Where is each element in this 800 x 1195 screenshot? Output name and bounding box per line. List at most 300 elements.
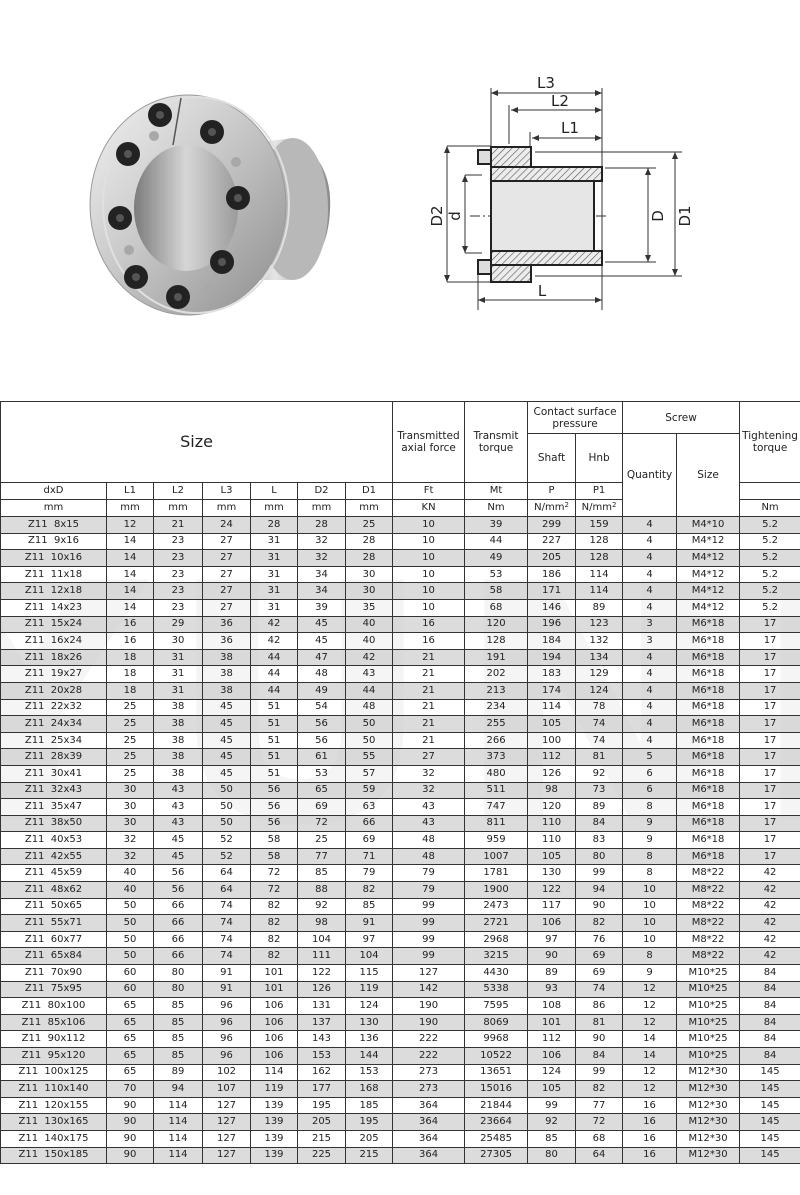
cell-model: Z11 70x90 — [1, 965, 107, 982]
cell-l1: 65 — [107, 1014, 154, 1031]
cell-screw-size: M6*18 — [677, 832, 740, 849]
cell-screw-size: M12*30 — [677, 1130, 740, 1147]
label-D2: D2 — [428, 205, 446, 227]
cell-p: 110 — [528, 815, 576, 832]
cell-tightening-torque: 145 — [740, 1130, 800, 1147]
cell-p: 80 — [528, 1147, 576, 1164]
cell-quantity: 16 — [623, 1114, 677, 1131]
cell-l: 106 — [251, 998, 298, 1015]
cell-tightening-torque: 42 — [740, 865, 800, 882]
cell-quantity: 4 — [623, 566, 677, 583]
cell-d2: 122 — [298, 965, 346, 982]
cell-ft: 21 — [393, 732, 465, 749]
cell-model: Z11 42x55 — [1, 848, 107, 865]
cell-l2: 114 — [154, 1114, 203, 1131]
cell-p1: 82 — [576, 915, 623, 932]
cell-tightening-torque: 17 — [740, 699, 800, 716]
cell-p: 85 — [528, 1130, 576, 1147]
cell-l3: 24 — [203, 517, 251, 534]
cell-mt: 13651 — [465, 1064, 528, 1081]
table-row — [1, 1064, 800, 1081]
cell-l2: 23 — [154, 599, 203, 616]
cell-p: 122 — [528, 882, 576, 899]
table-row — [1, 965, 800, 982]
cell-ft: 32 — [393, 782, 465, 799]
table-row — [1, 633, 800, 650]
table-row — [1, 948, 800, 965]
cell-quantity: 4 — [623, 682, 677, 699]
cell-p1: 123 — [576, 616, 623, 633]
cell-l: 139 — [251, 1097, 298, 1114]
cell-ft: 43 — [393, 815, 465, 832]
cell-p: 117 — [528, 898, 576, 915]
cell-p1: 99 — [576, 1064, 623, 1081]
cell-quantity: 10 — [623, 931, 677, 948]
cell-tightening-torque: 5.2 — [740, 599, 800, 616]
cell-model: Z11 80x100 — [1, 998, 107, 1015]
product-hero — [0, 0, 800, 400]
table-row — [1, 716, 800, 733]
cell-p: 101 — [528, 1014, 576, 1031]
cell-l3: 45 — [203, 749, 251, 766]
cell-l2: 114 — [154, 1097, 203, 1114]
cell-l2: 94 — [154, 1081, 203, 1098]
header-transmit-torque: Transmit torque — [465, 402, 528, 483]
label-L3: L3 — [537, 74, 555, 92]
cell-tightening-torque: 42 — [740, 882, 800, 899]
sym-Mt: Mt — [465, 483, 528, 500]
cell-l1: 90 — [107, 1097, 154, 1114]
table-row — [1, 782, 800, 799]
cell-p1: 94 — [576, 882, 623, 899]
cell-l2: 114 — [154, 1130, 203, 1147]
cell-mt: 191 — [465, 649, 528, 666]
cell-l1: 18 — [107, 666, 154, 683]
cell-tightening-torque: 17 — [740, 832, 800, 849]
cell-l2: 21 — [154, 517, 203, 534]
cell-model: Z11 18x26 — [1, 649, 107, 666]
cell-l3: 127 — [203, 1114, 251, 1131]
cell-p1: 69 — [576, 948, 623, 965]
cell-l: 42 — [251, 616, 298, 633]
cell-p: 92 — [528, 1114, 576, 1131]
cell-p1: 90 — [576, 898, 623, 915]
cell-mt: 213 — [465, 682, 528, 699]
cell-d1: 66 — [346, 815, 393, 832]
cell-screw-size: M8*22 — [677, 931, 740, 948]
cell-d1: 30 — [346, 583, 393, 600]
cell-tightening-torque: 84 — [740, 998, 800, 1015]
cell-screw-size: M12*30 — [677, 1081, 740, 1098]
cell-l3: 96 — [203, 1031, 251, 1048]
table-row — [1, 898, 800, 915]
cell-l1: 70 — [107, 1081, 154, 1098]
cell-d2: 45 — [298, 633, 346, 650]
cell-l: 51 — [251, 749, 298, 766]
cell-model: Z11 10x16 — [1, 550, 107, 567]
cell-l3: 27 — [203, 550, 251, 567]
cell-mt: 811 — [465, 815, 528, 832]
cell-p: 227 — [528, 533, 576, 550]
table-row — [1, 981, 800, 998]
cell-d1: 185 — [346, 1097, 393, 1114]
cell-tightening-torque: 17 — [740, 815, 800, 832]
cell-model: Z11 110x140 — [1, 1081, 107, 1098]
cell-d2: 69 — [298, 799, 346, 816]
cell-l: 58 — [251, 848, 298, 865]
sym-P1: P1 — [576, 483, 623, 500]
table-row — [1, 666, 800, 683]
cell-l1: 25 — [107, 749, 154, 766]
cell-l: 31 — [251, 583, 298, 600]
cell-p1: 84 — [576, 815, 623, 832]
cell-p1: 90 — [576, 1031, 623, 1048]
unit-D1: mm — [346, 500, 393, 517]
cell-quantity: 4 — [623, 666, 677, 683]
cell-mt: 58 — [465, 583, 528, 600]
unit-L3: mm — [203, 500, 251, 517]
cell-l2: 23 — [154, 550, 203, 567]
cell-l2: 38 — [154, 732, 203, 749]
table-row — [1, 1014, 800, 1031]
cell-ft: 99 — [393, 931, 465, 948]
table-row — [1, 517, 800, 534]
sym-Ft: Ft — [393, 483, 465, 500]
cell-p: 299 — [528, 517, 576, 534]
cell-mt: 373 — [465, 749, 528, 766]
header-hnb: Hnb — [576, 434, 623, 483]
unit-dxD: mm — [1, 500, 107, 517]
header-contact-surface-pressure: Contact surface pressure — [528, 402, 623, 434]
cell-l2: 80 — [154, 981, 203, 998]
cell-l: 82 — [251, 915, 298, 932]
cell-model: Z11 120x155 — [1, 1097, 107, 1114]
cell-model: Z11 32x43 — [1, 782, 107, 799]
cell-ft: 10 — [393, 599, 465, 616]
cell-model: Z11 40x53 — [1, 832, 107, 849]
cell-d2: 56 — [298, 732, 346, 749]
cell-screw-size: M8*22 — [677, 915, 740, 932]
cell-d1: 48 — [346, 699, 393, 716]
cell-model: Z11 50x65 — [1, 898, 107, 915]
cell-p: 174 — [528, 682, 576, 699]
cell-d1: 136 — [346, 1031, 393, 1048]
cell-l2: 29 — [154, 616, 203, 633]
table-row — [1, 799, 800, 816]
sym-D1: D1 — [346, 483, 393, 500]
cell-tightening-torque: 5.2 — [740, 583, 800, 600]
cell-l1: 65 — [107, 1048, 154, 1065]
cell-d2: 137 — [298, 1014, 346, 1031]
cell-d1: 50 — [346, 732, 393, 749]
cell-l2: 23 — [154, 583, 203, 600]
unit-L: mm — [251, 500, 298, 517]
cell-l: 82 — [251, 948, 298, 965]
cell-p1: 74 — [576, 732, 623, 749]
cell-tightening-torque: 42 — [740, 898, 800, 915]
cell-mt: 25485 — [465, 1130, 528, 1147]
cell-p1: 74 — [576, 981, 623, 998]
cell-tightening-torque: 145 — [740, 1147, 800, 1164]
cell-p: 196 — [528, 616, 576, 633]
cell-screw-size: M6*18 — [677, 699, 740, 716]
cell-p1: 77 — [576, 1097, 623, 1114]
cell-p: 124 — [528, 1064, 576, 1081]
table-row — [1, 1114, 800, 1131]
cell-d2: 92 — [298, 898, 346, 915]
cell-screw-size: M4*12 — [677, 599, 740, 616]
cell-quantity: 4 — [623, 599, 677, 616]
cell-tightening-torque: 17 — [740, 765, 800, 782]
cell-d1: 144 — [346, 1048, 393, 1065]
cell-model: Z11 30x41 — [1, 765, 107, 782]
table-row — [1, 998, 800, 1015]
cell-d1: 82 — [346, 882, 393, 899]
cell-d2: 34 — [298, 583, 346, 600]
cell-p: 112 — [528, 1031, 576, 1048]
cell-tightening-torque: 42 — [740, 915, 800, 932]
table-row — [1, 682, 800, 699]
cell-model: Z11 15x24 — [1, 616, 107, 633]
table-row — [1, 1081, 800, 1098]
label-d: d — [446, 211, 464, 221]
cell-screw-size: M10*25 — [677, 1031, 740, 1048]
cell-tightening-torque: 17 — [740, 633, 800, 650]
cell-d1: 97 — [346, 931, 393, 948]
cell-ft: 21 — [393, 682, 465, 699]
cell-p: 105 — [528, 1081, 576, 1098]
cell-screw-size: M8*22 — [677, 948, 740, 965]
cell-model: Z11 65x84 — [1, 948, 107, 965]
cell-d1: 85 — [346, 898, 393, 915]
cell-tightening-torque: 17 — [740, 749, 800, 766]
cell-screw-size: M6*18 — [677, 765, 740, 782]
cell-d2: 215 — [298, 1130, 346, 1147]
cell-d1: 195 — [346, 1114, 393, 1131]
cell-l: 114 — [251, 1064, 298, 1081]
cell-p1: 74 — [576, 716, 623, 733]
cell-tightening-torque: 5.2 — [740, 566, 800, 583]
cell-quantity: 14 — [623, 1031, 677, 1048]
cell-l: 51 — [251, 699, 298, 716]
cell-p: 130 — [528, 865, 576, 882]
cell-mt: 2968 — [465, 931, 528, 948]
cell-d1: 205 — [346, 1130, 393, 1147]
cell-l2: 85 — [154, 1048, 203, 1065]
cell-screw-size: M10*25 — [677, 981, 740, 998]
cell-model: Z11 100x125 — [1, 1064, 107, 1081]
cell-p1: 128 — [576, 533, 623, 550]
cell-p: 194 — [528, 649, 576, 666]
cell-l2: 80 — [154, 965, 203, 982]
cell-d2: 28 — [298, 517, 346, 534]
cell-l2: 38 — [154, 749, 203, 766]
table-row — [1, 915, 800, 932]
cell-d2: 85 — [298, 865, 346, 882]
cell-l1: 30 — [107, 799, 154, 816]
cell-screw-size: M10*25 — [677, 998, 740, 1015]
cell-d2: 49 — [298, 682, 346, 699]
cell-ft: 364 — [393, 1114, 465, 1131]
cell-p: 105 — [528, 716, 576, 733]
cell-tightening-torque: 17 — [740, 782, 800, 799]
cell-d2: 77 — [298, 848, 346, 865]
table-row — [1, 566, 800, 583]
cell-d1: 44 — [346, 682, 393, 699]
cell-l: 119 — [251, 1081, 298, 1098]
cell-p: 106 — [528, 915, 576, 932]
cell-ft: 99 — [393, 898, 465, 915]
cell-model: Z11 85x106 — [1, 1014, 107, 1031]
cell-d1: 28 — [346, 550, 393, 567]
cell-l: 58 — [251, 832, 298, 849]
cell-l: 56 — [251, 815, 298, 832]
cell-model: Z11 20x28 — [1, 682, 107, 699]
cell-l1: 14 — [107, 550, 154, 567]
cell-l3: 50 — [203, 799, 251, 816]
cell-ft: 364 — [393, 1130, 465, 1147]
label-D: D — [649, 210, 667, 222]
cell-d1: 25 — [346, 517, 393, 534]
unit-L2: mm — [154, 500, 203, 517]
cell-l3: 96 — [203, 998, 251, 1015]
cell-mt: 234 — [465, 699, 528, 716]
cell-p1: 134 — [576, 649, 623, 666]
cell-model: Z11 28x39 — [1, 749, 107, 766]
cell-l1: 18 — [107, 682, 154, 699]
sym-D2: D2 — [298, 483, 346, 500]
cell-l1: 30 — [107, 815, 154, 832]
cell-l: 72 — [251, 865, 298, 882]
cell-tightening-torque: 145 — [740, 1097, 800, 1114]
cell-quantity: 6 — [623, 765, 677, 782]
cell-tightening-torque: 17 — [740, 649, 800, 666]
cell-d2: 53 — [298, 765, 346, 782]
cell-tightening-torque: 42 — [740, 931, 800, 948]
cell-l2: 89 — [154, 1064, 203, 1081]
cell-d2: 39 — [298, 599, 346, 616]
table-row — [1, 848, 800, 865]
cell-tightening-torque: 17 — [740, 682, 800, 699]
cell-l3: 74 — [203, 948, 251, 965]
spec-table-body — [1, 517, 800, 1164]
cell-d2: 47 — [298, 649, 346, 666]
cell-ft: 48 — [393, 848, 465, 865]
cell-screw-size: M4*12 — [677, 533, 740, 550]
cell-l: 101 — [251, 981, 298, 998]
cell-d1: 91 — [346, 915, 393, 932]
cell-mt: 511 — [465, 782, 528, 799]
cell-l3: 74 — [203, 898, 251, 915]
cell-ft: 190 — [393, 1014, 465, 1031]
cell-quantity: 16 — [623, 1147, 677, 1164]
cell-l1: 30 — [107, 782, 154, 799]
cell-d1: 35 — [346, 599, 393, 616]
cell-p1: 81 — [576, 749, 623, 766]
cell-l: 51 — [251, 765, 298, 782]
cell-mt: 9968 — [465, 1031, 528, 1048]
cell-ft: 10 — [393, 566, 465, 583]
cell-mt: 266 — [465, 732, 528, 749]
sym-L1: L1 — [107, 483, 154, 500]
cell-l: 139 — [251, 1114, 298, 1131]
cell-tightening-torque: 17 — [740, 732, 800, 749]
cell-p1: 82 — [576, 1081, 623, 1098]
table-row — [1, 599, 800, 616]
cell-screw-size: M8*22 — [677, 882, 740, 899]
cell-l3: 91 — [203, 965, 251, 982]
cell-l3: 38 — [203, 649, 251, 666]
cell-ft: 21 — [393, 716, 465, 733]
cell-l1: 25 — [107, 765, 154, 782]
cell-d2: 34 — [298, 566, 346, 583]
cell-d2: 88 — [298, 882, 346, 899]
cell-p1: 78 — [576, 699, 623, 716]
cell-ft: 32 — [393, 765, 465, 782]
cell-d1: 28 — [346, 533, 393, 550]
unit-L1: mm — [107, 500, 154, 517]
table-row — [1, 815, 800, 832]
cell-l2: 66 — [154, 931, 203, 948]
cell-l3: 74 — [203, 915, 251, 932]
cell-p1: 92 — [576, 765, 623, 782]
cell-l2: 66 — [154, 898, 203, 915]
cell-l2: 56 — [154, 882, 203, 899]
cell-d1: 115 — [346, 965, 393, 982]
cell-l1: 14 — [107, 599, 154, 616]
cell-l: 31 — [251, 533, 298, 550]
cell-tightening-torque: 17 — [740, 799, 800, 816]
cell-ft: 190 — [393, 998, 465, 1015]
header-screw: Screw — [623, 402, 740, 434]
cell-ft: 364 — [393, 1097, 465, 1114]
cell-mt: 23664 — [465, 1114, 528, 1131]
cell-mt: 53 — [465, 566, 528, 583]
cell-model: Z11 48x62 — [1, 882, 107, 899]
cell-screw-size: M4*12 — [677, 550, 740, 567]
cell-tightening-torque: 5.2 — [740, 533, 800, 550]
cell-ft: 273 — [393, 1064, 465, 1081]
cell-l2: 114 — [154, 1147, 203, 1164]
cell-quantity: 12 — [623, 981, 677, 998]
cell-l3: 45 — [203, 732, 251, 749]
sym-P: P — [528, 483, 576, 500]
cell-screw-size: M8*22 — [677, 865, 740, 882]
cell-tightening-torque: 84 — [740, 1014, 800, 1031]
cell-ft: 10 — [393, 550, 465, 567]
cell-p: 93 — [528, 981, 576, 998]
cell-l: 106 — [251, 1031, 298, 1048]
cell-l1: 65 — [107, 998, 154, 1015]
cell-quantity: 8 — [623, 848, 677, 865]
cell-screw-size: M6*18 — [677, 782, 740, 799]
cell-tightening-torque: 17 — [740, 616, 800, 633]
table-row — [1, 699, 800, 716]
cell-l1: 32 — [107, 832, 154, 849]
cell-d1: 71 — [346, 848, 393, 865]
cell-l: 106 — [251, 1048, 298, 1065]
cell-p: 97 — [528, 931, 576, 948]
table-row — [1, 533, 800, 550]
cell-l1: 25 — [107, 699, 154, 716]
cell-p: 205 — [528, 550, 576, 567]
cell-d2: 162 — [298, 1064, 346, 1081]
cell-l1: 90 — [107, 1114, 154, 1131]
header-tightening-torque: Tightening torque — [740, 402, 800, 483]
cell-quantity: 12 — [623, 998, 677, 1015]
cell-screw-size: M12*30 — [677, 1114, 740, 1131]
cell-quantity: 4 — [623, 517, 677, 534]
